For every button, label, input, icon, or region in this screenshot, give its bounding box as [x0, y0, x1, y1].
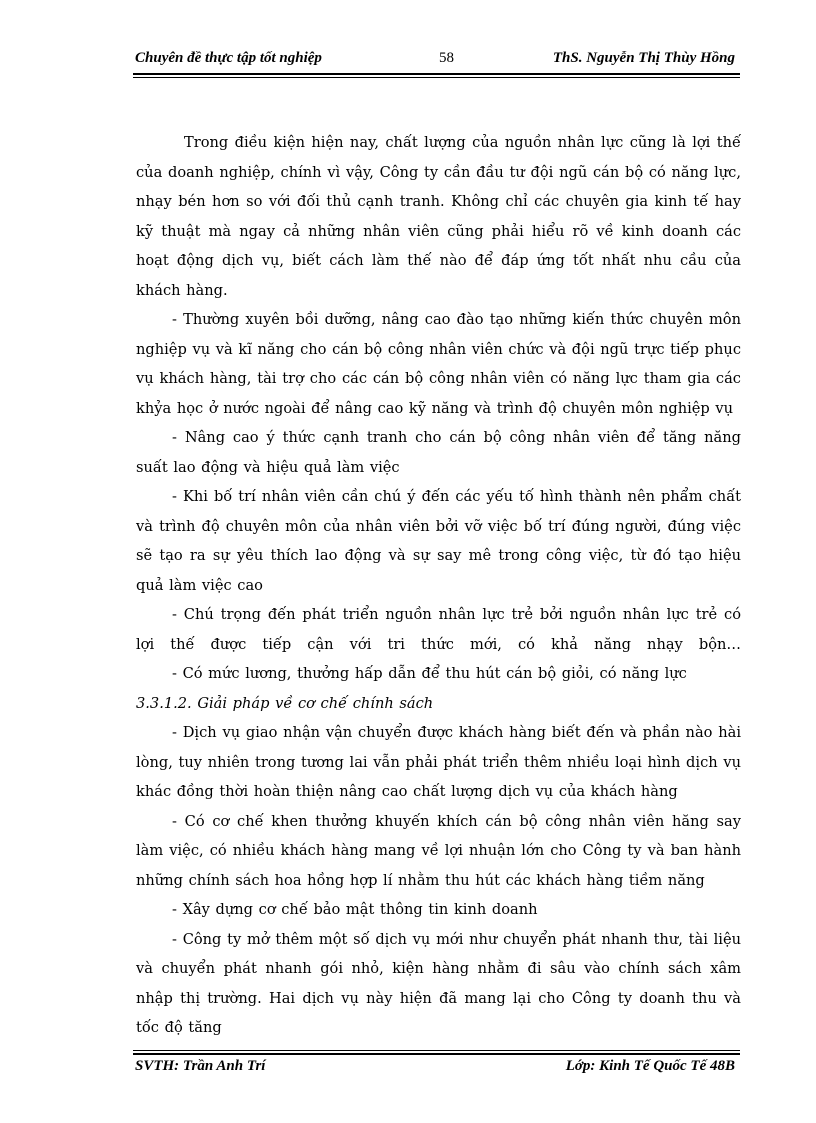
paragraph-staff-arrangement: - Khi bố trí nhân viên cần chú ý đến các yếu tố hình thành nên phẩm chất và trình độ chuyên môn của nhân viên bởi vỡ việc bố trí đúng người, đúng việc sẽ tạo ra sự yêu thích lao động và sự say mê trong công việc, từ đó tạo hiệu quả làm việc cao: [136, 488, 741, 594]
paragraph-service-expansion: - Dịch vụ giao nhận vận chuyển được khách hàng biết đến và phần nào hài lòng, tuy nhiên trong tương lai vẫn phải phát triển thêm nhiều loại hình dịch vụ khác đồng thời hoàn thiện nâng cao chất lượng dịch vụ của khách hàng: [136, 724, 741, 800]
paragraph-reward-policy: - Có cơ chế khen thưởng khuyến khích cán bộ công nhân viên hăng say làm việc, có nhiều khách hàng mang về lợi nhuận lớn cho Công ty và ban hành những chính sách hoa hồng hợp lí nhằm thu hút các khách hàng tiềm năng: [136, 812, 741, 889]
header-rule-thick: [133, 73, 740, 75]
footer-class: Lớp: Kinh Tế Quốc Tế 48B: [565, 1058, 735, 1074]
footer-rule-thin: [133, 1050, 740, 1051]
paragraph-competition-awareness: - Nâng cao ý thức cạnh tranh cho cán bộ công nhân viên để tăng năng suất lao động và hiệu quả làm việc: [136, 429, 741, 476]
header-supervisor: ThS. Nguyễn Thị Thùy Hồng: [552, 50, 735, 66]
paragraph-salary: - Có mức lương, thưởng hấp dẫn để thu hút cán bộ giỏi, có năng lực: [172, 665, 687, 682]
footer-rule-thick: [133, 1053, 740, 1055]
page-body: [136, 128, 741, 1043]
page-footer: [135, 1057, 739, 1081]
page-number: 58: [439, 50, 454, 66]
paragraph-intro: Trong điều kiện hiện nay, chất lượng của nguồn nhân lực cũng là lợi thế của doanh nghiệp, chính vì vậy, Công ty cần đầu tư đội ngũ cán bộ có năng lực, nhạy bén hơn so với đối thủ cạnh tranh. Không chỉ các chuyên gia kinh tế hay kỹ thuật mà ngay cả những nhân viên cũng phải hiểu rõ về kinh doanh các hoạt động dịch vụ, biết cách làm thế nào để đáp ứng tốt nhất nhu cầu của khách hàng.: [136, 134, 741, 299]
section-title: 3.3.1.2. Giải pháp về cơ chế chính sách: [136, 694, 434, 712]
paragraph-young-workforce: - Chú trọng đến phát triển nguồn nhân lực trẻ bởi nguồn nhân lực trẻ có lợi thế được tiếp cận với tri thức mới, có khả năng nhạy bộn…: [136, 606, 741, 653]
paragraph-security: - Xây dựng cơ chế bảo mật thông tin kinh doanh: [172, 901, 538, 918]
header-document-title: Chuyên đề thực tập tốt nghiệp: [135, 50, 322, 66]
paragraph-training: - Thường xuyên bồi dưỡng, nâng cao đào tạo những kiến thức chuyên môn nghiệp vụ và kĩ năng cho cán bộ công nhân viên chức và đội ngũ trực tiếp phục vụ khách hàng, tài trợ cho các cán bộ công nhân viên có năng lực tham gia các khỷa học ở nước ngoài để nâng cao kỹ năng và trình độ chuyên môn nghiệp vụ: [136, 311, 741, 417]
footer-student: SVTH: Trần Anh Trí: [135, 1058, 266, 1074]
header-rule-thin: [133, 77, 740, 78]
paragraph-new-services: - Công ty mở thêm một số dịch vụ mới như chuyển phát nhanh thư, tài liệu và chuyển phát nhanh gói nhỏ, kiện hàng nhằm đi sâu vào chính sách xâm nhập thị trường. Hai dịch vụ này hiện đã mang lại cho Công ty doanh thu và tốc độ tăng: [136, 930, 741, 1036]
page-header: [135, 48, 739, 72]
